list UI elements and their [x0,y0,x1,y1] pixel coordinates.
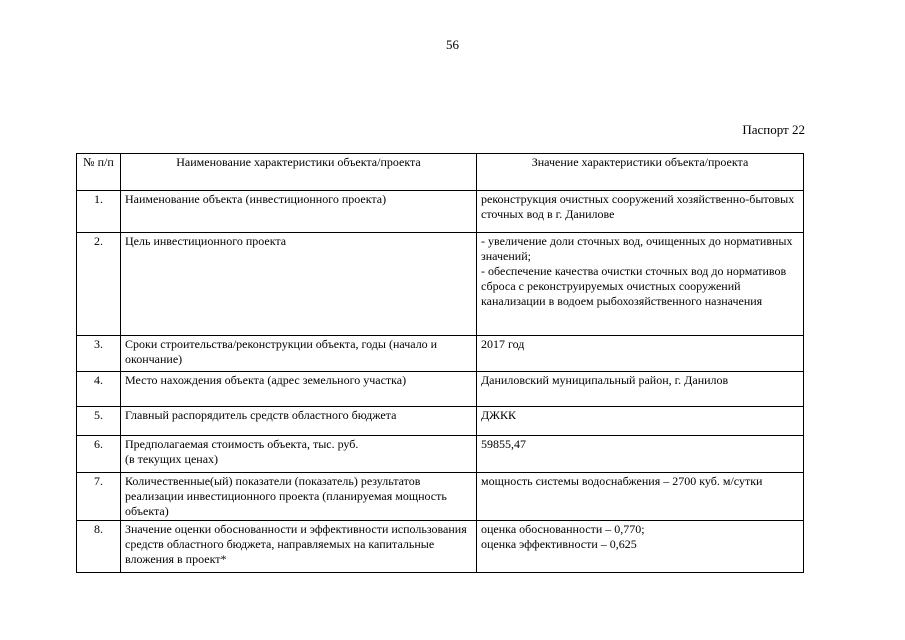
row-name: Место нахождения объекта (адрес земельного участка) [121,372,477,407]
row-name: Предполагаемая стоимость объекта, тыс. руб. (в текущих ценах) [121,436,477,473]
passport-label: Паспорт 22 [742,122,805,137]
row-value: 2017 год [477,336,804,372]
row-name: Наименование объекта (инвестиционного проекта) [121,191,477,233]
header-value: Значение характеристики объекта/проекта [477,154,804,191]
row-name: Главный распорядитель средств областного бюджета [121,407,477,436]
row-num: 2. [77,233,121,336]
table-row [77,372,804,407]
row-value: 59855,47 [477,436,804,473]
row-num: 6. [77,436,121,473]
row-num: 3. [77,336,121,372]
row-num: 4. [77,372,121,407]
passport-table [76,153,804,573]
page-number: 56 [446,37,459,52]
table-row [77,233,804,336]
row-num: 7. [77,473,121,521]
table-row [77,407,804,436]
table-row [77,521,804,573]
row-value: Даниловский муниципальный район, г. Данилов [477,372,804,407]
table-header-row [77,154,804,191]
row-name: Количественные(ый) показатели (показатель) результатов реализации инвестиционного проекта (планируемая мощность объекта) [121,473,477,521]
row-num: 1. [77,191,121,233]
table-row [77,336,804,372]
header-name: Наименование характеристики объекта/проекта [121,154,477,191]
row-num: 5. [77,407,121,436]
row-value: оценка обоснованности – 0,770; оценка эффективности – 0,625 [477,521,804,573]
table-row [77,191,804,233]
row-name: Сроки строительства/реконструкции объекта, годы (начало и окончание) [121,336,477,372]
table-row [77,436,804,473]
row-name: Значение оценки обоснованности и эффективности использования средств областного бюджета, направляемых на капитальные вложения в проект* [121,521,477,573]
row-value: - увеличение доли сточных вод, очищенных до нормативных значений; - обеспечение качества очистки сточных вод до нормативов сброса с реконструируемых очистных сооружений канализации в водоем рыбохозяйственного назначения [477,233,804,336]
header-num: № п/п [77,154,121,191]
row-name: Цель инвестиционного проекта [121,233,477,336]
row-num: 8. [77,521,121,573]
row-value: реконструкция очистных сооружений хозяйственно-бытовых сточных вод в г. Данилове [477,191,804,233]
row-value: ДЖКК [477,407,804,436]
table-row [77,473,804,521]
row-value: мощность системы водоснабжения – 2700 куб. м/сутки [477,473,804,521]
